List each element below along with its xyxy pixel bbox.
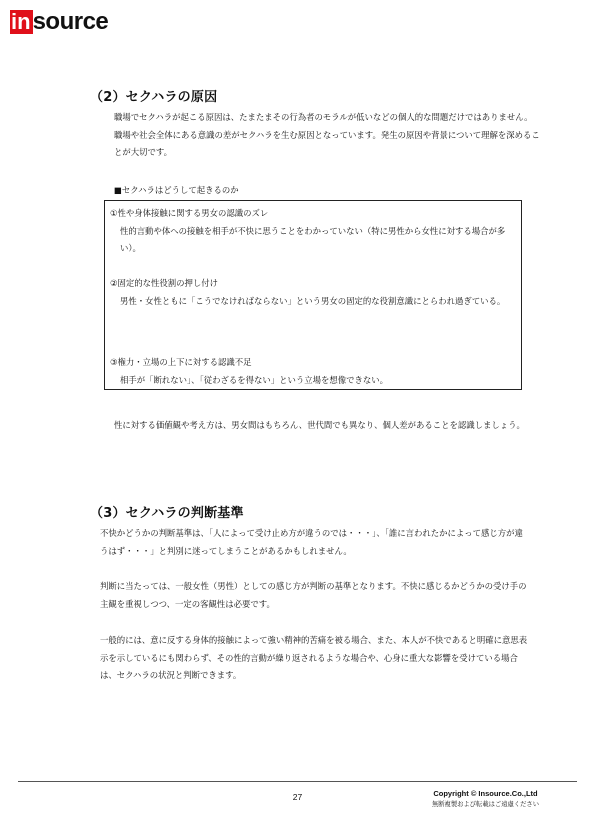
cause-item-2 — [110, 275, 516, 310]
box-title: ■セクハラはどうして起きるのか — [114, 185, 239, 195]
reproduction-notice: 無断複製および転載はご遠慮ください — [431, 801, 539, 808]
cause-3-desc: 相手が「断れない」、「従わざるを得ない」という立場を想像できない。 — [120, 374, 388, 385]
cause-item-1 — [110, 205, 516, 258]
page-number: 27 — [292, 792, 303, 802]
cause-1-title: ①性や身体接触に関する男女の認識のズレ — [110, 208, 269, 218]
cause-2-desc: 男性・女性ともに「こうでなければならない」という男女の固定的な役割意識にとらわれ過ぎている。 — [120, 295, 506, 306]
copyright-text: Copyright © Insource.Co.,Ltd — [433, 789, 538, 798]
footer-divider — [18, 781, 577, 782]
section3-paragraph-2: 判断に当たっては、一般女性（男性）としての感じ方が判断の基準となります。不快に感じるかどうかの受け手の主観を重視しつつ、一定の客観性は必要です。 — [100, 581, 527, 609]
logo-in-mark: in — [11, 9, 31, 34]
cause-3-title: ③権力・立場の上下に対する認識不足 — [110, 357, 252, 367]
section2-intro: 職場でセクハラが起こる原因は、たまたまその行為者のモラルが低いなどの個人的な問題だけではありません。職場や社会全体にある意識の差がセクハラを生む原因となっています。発生の原因や背景について理解を深めることが大切です。 — [114, 112, 540, 157]
cause-2-title: ②固定的な性役割の押し付け — [110, 278, 219, 288]
section2-heading: （2）セクハラの原因 — [90, 90, 218, 105]
section2-closing: 性に対する価値観や考え方は、男女間はもちろん、世代間でも異なり、個人差があることを認識しましょう。 — [114, 420, 525, 430]
section3-paragraph-3: 一般的には、意に反する身体的接触によって強い精神的苦痛を被る場合、また、本人が不快であると明確に意思表示を示しているにも関わらず、その性的言動が繰り返されるような場合や、心身に重大な影響を受けている場合は、セクハラの状況と判断できます。 — [100, 635, 528, 680]
copyright-block — [432, 789, 539, 808]
insource-logo — [10, 10, 108, 34]
section3-heading: （3）セクハラの判断基準 — [90, 506, 244, 521]
cause-item-3 — [110, 354, 516, 389]
logo-wordmark: source — [32, 8, 109, 35]
cause-1-desc: 性的言動や体への接触を相手が不快に思うことをわかっていない（特に男性から女性に対する場合が多い）。 — [120, 225, 506, 253]
causes-box — [104, 200, 522, 390]
section3-paragraph-1: 不快かどうかの判断基準は、「人によって受け止め方が違うのでは・・・」、「誰に言われたかによって感じ方が違うはず・・・」と判別に迷ってしまうことがあるかもしれません。 — [100, 528, 523, 556]
